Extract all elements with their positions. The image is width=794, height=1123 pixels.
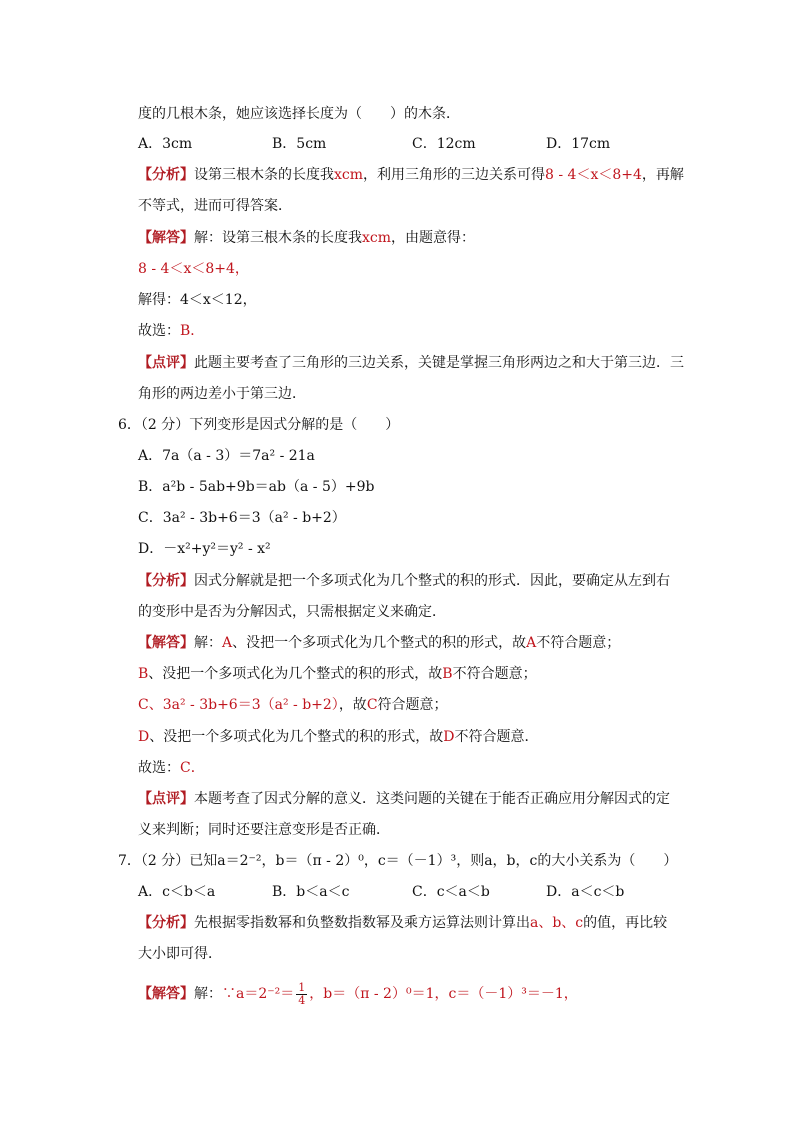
q7-option-a: A．c＜b＜a (138, 884, 216, 900)
q7-analysis (138, 913, 667, 933)
q6-option-c: C．3a² - 3b+6＝3（a² - b+2） (138, 510, 346, 526)
text-run: 解： (194, 635, 222, 651)
q5-step-2: 解得：4＜x＜12， (138, 292, 257, 308)
q7-answer (138, 981, 578, 1007)
math-run: A (526, 635, 537, 651)
q7-option-b: B．b＜a＜c (272, 884, 350, 900)
math-run: B (138, 666, 149, 682)
math-run: C、3a² - 3b+6＝3（a² - b+2） (138, 697, 339, 713)
q5-analysis-cont: 不等式，进而可得答案． (138, 198, 292, 214)
fraction-numerator: 1 (298, 980, 306, 994)
math-run: D (138, 729, 150, 745)
text-run: ，再解 (641, 167, 684, 183)
analysis-tag: 【分析】 (138, 167, 194, 183)
q5-step-1: 8 - 4＜x＜8+4， (138, 261, 249, 277)
q6-comment-cont: 义来判断；同时还要注意变形是否正确． (138, 822, 390, 838)
text-run: 不符合题意； (452, 666, 537, 682)
q6-answer-b (138, 664, 537, 684)
math-run: xcm (334, 167, 364, 183)
q6-choice (138, 758, 205, 778)
q6-option-d: D．－x²+y²＝y² - x² (138, 541, 271, 557)
math-run: a、b、c (530, 915, 584, 931)
q5-answer (138, 228, 475, 248)
text-run: 本题考查了因式分解的意义．这类问题的关键在于能否正确应用分解因式的定 (194, 791, 670, 807)
q6-analysis-cont: 的变形中是否为分解因式，只需根据定义来确定． (138, 604, 446, 620)
q5-option-b: B．5cm (272, 136, 327, 152)
math-run: 8 - 4＜x＜8+4 (545, 167, 642, 183)
text-run: 先根据零指数幂和负整数指数幂及乘方运算法则计算出 (194, 915, 530, 931)
q7-options (0, 882, 794, 902)
text-run: 故选： (138, 760, 180, 776)
text-run: 解： (194, 986, 222, 1002)
q6-stem: 6．（2 分）下列变形是因式分解的是（ ） (118, 417, 400, 433)
q6-option-b: B．a²b - 5ab+9b＝ab（a - 5）+9b (138, 479, 375, 495)
fraction-denominator: 4 (298, 993, 306, 1007)
q5-comment (138, 353, 684, 373)
answer-tag: 【解答】 (138, 635, 194, 651)
text-run: 、没把一个多项式化为几个整式的积的形式，故 (148, 666, 443, 682)
q7-stem: 7．（2 分）已知a＝2⁻²，b＝（π - 2）⁰，c＝（－1）³，则a，b，c的大小关系为（ ） (118, 853, 678, 869)
fraction (296, 982, 307, 1007)
text-run: ，利用三角形的三边关系可得 (363, 167, 546, 183)
text-run: 因式分解就是把一个多项式化为几个整式的积的形式．因此，要确定从左到右 (194, 573, 670, 589)
q7-option-c: C．c＜a＜b (412, 884, 490, 900)
text-run: 解：设第三根木条的长度我 (194, 230, 362, 246)
q5-option-a: A．3cm (138, 136, 193, 152)
q5-option-c: C．12cm (412, 136, 476, 152)
text-run: 符合题意； (377, 697, 448, 713)
text-run: 不符合题意． (454, 729, 539, 745)
text-run: 、没把一个多项式化为几个整式的积的形式，故 (149, 729, 444, 745)
analysis-tag: 【分析】 (138, 573, 194, 589)
text-run: 不符合题意； (536, 635, 621, 651)
math-run: B (442, 666, 453, 682)
text-run: ，由题意得： (391, 230, 476, 246)
q5-comment-cont: 角形的两边差小于第三边． (138, 386, 306, 402)
q5-analysis (138, 165, 684, 185)
analysis-tag: 【分析】 (138, 915, 194, 931)
q5-stem-tail: 度的几根木条，她应该选择长度为（ ）的木条． (138, 106, 460, 122)
q5-options (0, 134, 794, 154)
q6-answer-c (138, 695, 448, 715)
math-run: A (222, 635, 233, 651)
q7-option-d: D．a＜c＜b (546, 884, 625, 900)
math-run: ∵a＝2⁻²＝ (222, 986, 295, 1002)
math-run: C (366, 697, 378, 713)
q6-comment (138, 789, 670, 809)
text-run: ，故 (338, 697, 367, 713)
q6-answer (138, 633, 620, 653)
text-run: 设第三根木条的长度我 (194, 167, 334, 183)
q6-option-a: A．7a（a - 3）＝7a² - 21a (138, 448, 315, 464)
q6-analysis (138, 571, 670, 591)
q7-analysis-cont: 大小即可得． (138, 946, 222, 962)
choice-letter: B． (180, 323, 205, 339)
text-run: 、没把一个多项式化为几个整式的积的形式，故 (232, 635, 527, 651)
choice-letter: C． (180, 760, 205, 776)
text-run: 故选： (138, 323, 180, 339)
comment-tag: 【点评】 (138, 355, 194, 371)
answer-tag: 【解答】 (138, 986, 194, 1002)
math-run: xcm (362, 230, 392, 246)
answer-tag: 【解答】 (138, 230, 194, 246)
q5-choice (138, 321, 204, 341)
text-run: 的值，再比较 (583, 915, 668, 931)
q6-answer-d (138, 727, 538, 747)
math-run: ，b＝（π - 2）⁰＝1，c＝（－1）³＝－1， (309, 986, 578, 1002)
math-run: D (443, 729, 455, 745)
comment-tag: 【点评】 (138, 791, 194, 807)
text-run: 此题主要考查了三角形的三边关系，关键是掌握三角形两边之和大于第三边．三 (194, 355, 684, 371)
q5-option-d: D．17cm (546, 136, 611, 152)
